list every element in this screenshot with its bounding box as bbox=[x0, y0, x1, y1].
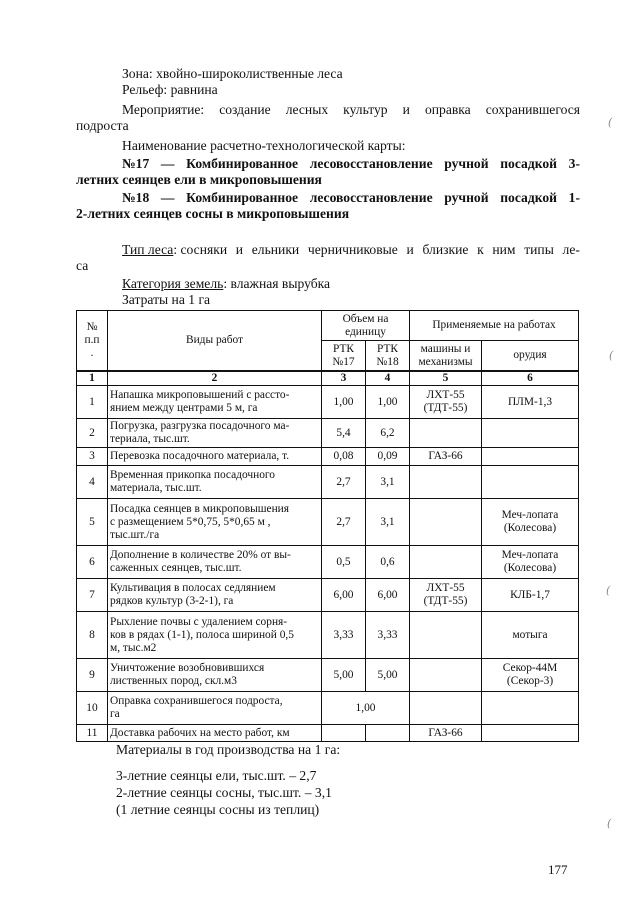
table-header-row bbox=[77, 311, 579, 341]
materials-pine: 2-летние сеянцы сосны, тыс.шт. – 3,1 bbox=[116, 785, 332, 800]
header-num-line: № bbox=[86, 321, 98, 333]
tools-cell bbox=[482, 499, 579, 546]
card17-word: — bbox=[160, 156, 175, 171]
card18-word: №18 bbox=[122, 190, 150, 205]
card18-word: лесовосстановление bbox=[309, 190, 433, 205]
measure-word: сохранившегося bbox=[485, 102, 580, 117]
work-description-line: Посадка сеянцев в микроповышения bbox=[110, 502, 290, 515]
table-row bbox=[77, 659, 579, 692]
land-category-line bbox=[122, 276, 640, 292]
margin-mark: ( bbox=[609, 349, 614, 362]
forest-type-word: типы bbox=[524, 242, 554, 257]
work-description-line: Дополнение в количестве 20% от вы- bbox=[110, 549, 291, 561]
tool-name: КЛБ-1,7 bbox=[510, 588, 550, 601]
work-description-cell bbox=[108, 659, 322, 692]
table-row bbox=[77, 725, 579, 742]
work-description-line: саженных сеянцев, тыс.шт. bbox=[110, 562, 242, 574]
tool-name: ПЛМ-1,3 bbox=[507, 395, 553, 408]
table-row bbox=[77, 386, 579, 419]
card17-title bbox=[122, 156, 580, 172]
volume-rtk17-cell: 0,08 bbox=[322, 448, 366, 466]
volume-rtk18-cell: 1,00 bbox=[366, 386, 410, 419]
header-cell-volume bbox=[322, 311, 410, 341]
work-description-cell bbox=[108, 419, 322, 448]
relief-line: Рельеф: равнина bbox=[122, 82, 218, 97]
machines-cell bbox=[410, 466, 482, 499]
work-description-cell bbox=[108, 725, 322, 742]
card-name-label: Наименование расчетно-технологической карты: bbox=[122, 138, 406, 153]
tool-name: Секор-44М bbox=[502, 662, 558, 674]
volume-rtk18-cell: 3,1 bbox=[366, 499, 410, 546]
work-description-line: га bbox=[110, 708, 120, 720]
header-machines-line: механизмы bbox=[418, 355, 473, 368]
measure-word: культур bbox=[343, 102, 388, 117]
forest-type-label: Тип леса bbox=[122, 242, 174, 257]
header-rtk17-line: РТК bbox=[332, 342, 355, 355]
table-row bbox=[77, 419, 579, 448]
work-description-cell bbox=[108, 466, 322, 499]
tool-name: (Секор-3) bbox=[506, 675, 554, 687]
header-num-line: . bbox=[90, 347, 94, 359]
card18-word: — bbox=[160, 190, 175, 205]
machines-cell bbox=[410, 419, 482, 448]
tools-cell bbox=[482, 546, 579, 579]
card17-word: №17 bbox=[122, 156, 150, 171]
card17-continuation: летних сеянцев ели в микроповышения bbox=[76, 172, 322, 187]
volume-rtk18-cell: 0,6 bbox=[366, 546, 410, 579]
work-description-line: рядков культур (3-2-1), га bbox=[110, 595, 234, 607]
machines-cell bbox=[410, 579, 482, 612]
volume-rtk18-cell: 3,1 bbox=[366, 466, 410, 499]
zone-line: Зона: хвойно-широколиственные леса bbox=[122, 66, 343, 81]
volume-rtk18-cell: 0,09 bbox=[366, 448, 410, 466]
volume-merged-cell: 1,00 bbox=[322, 692, 410, 725]
work-description-cell bbox=[108, 499, 322, 546]
column-number: 5 bbox=[410, 371, 482, 386]
table-row bbox=[77, 579, 579, 612]
tools-cell bbox=[482, 448, 579, 466]
header-num-line: п.п bbox=[84, 334, 100, 346]
work-description-cell bbox=[108, 546, 322, 579]
tools-cell bbox=[482, 386, 579, 419]
work-description-line: Временная прикопка посадочного bbox=[110, 469, 275, 481]
work-description-line: териала, тыс.шт. bbox=[110, 433, 190, 445]
work-description-line: Культивация в полосах седлянием bbox=[110, 582, 276, 594]
tool-name: мотыга bbox=[512, 628, 548, 641]
tool-name: (Колесова) bbox=[503, 522, 557, 534]
volume-rtk17-cell: 1,00 bbox=[322, 386, 366, 419]
table-row bbox=[77, 448, 579, 466]
volume-rtk18-cell: 3,33 bbox=[366, 612, 410, 659]
machines-cell bbox=[410, 692, 482, 725]
card18-word: 1- bbox=[568, 190, 580, 205]
measure-word: и bbox=[402, 102, 410, 117]
tool-name: Меч-лопата bbox=[501, 549, 559, 561]
machine-name: ЛХТ-55 bbox=[426, 582, 465, 594]
measure-continuation: подроста bbox=[76, 118, 129, 133]
machines-cell bbox=[410, 448, 482, 466]
page-number: 177 bbox=[548, 862, 568, 877]
card18-continuation: 2-летних сеянцев сосны в микроповышения bbox=[76, 206, 350, 221]
machines-cell bbox=[410, 386, 482, 419]
header-cell-num bbox=[77, 311, 108, 372]
header-volume-line: Объем на bbox=[342, 312, 389, 325]
column-number-row bbox=[77, 371, 579, 386]
measure-word: оправка bbox=[424, 102, 471, 117]
forest-type-word: близкие bbox=[422, 242, 469, 257]
volume-rtk17-cell bbox=[322, 725, 366, 742]
tool-name: (Колесова) bbox=[503, 562, 557, 574]
measure-word: создание bbox=[219, 102, 271, 117]
measure-word: лесных bbox=[285, 102, 329, 117]
header-volume-line: единицу bbox=[345, 325, 386, 338]
row-number-cell: 11 bbox=[77, 725, 108, 742]
card18-word: Комбинированное bbox=[186, 190, 299, 205]
cost-line: Затраты на 1 га bbox=[122, 292, 211, 307]
header-cell-rtk18 bbox=[366, 341, 410, 372]
forest-type-head bbox=[122, 242, 227, 258]
card18-title bbox=[122, 190, 580, 206]
forest-type-word: ле- bbox=[562, 242, 580, 257]
volume-rtk17-cell: 3,33 bbox=[322, 612, 366, 659]
work-description-line: материала, тыс.шт. bbox=[110, 482, 202, 494]
machine-name: ЛХТ-55 bbox=[426, 389, 465, 401]
row-number-cell: 6 bbox=[77, 546, 108, 579]
work-description-line: Доставка рабочих на место работ, км bbox=[110, 726, 290, 739]
card17-word: ручной bbox=[444, 156, 489, 171]
work-description-line: с размещением 5*0,75, 5*0,65 м , bbox=[110, 515, 271, 528]
work-description-line: ков в рядах (1-1), полоса шириной 0,5 bbox=[110, 628, 294, 641]
work-description-line: Погрузка, разгрузка посадочного ма- bbox=[110, 420, 290, 432]
card18-word: посадкой bbox=[500, 190, 557, 205]
work-description-line: лиственных пород, скл.м3 bbox=[110, 675, 237, 687]
work-description-cell bbox=[108, 612, 322, 659]
margin-mark: ( bbox=[608, 116, 613, 129]
work-description-cell bbox=[108, 579, 322, 612]
header-cell-tools: орудия bbox=[482, 341, 579, 372]
work-description-line: Оправка сохранившегося подроста, bbox=[110, 695, 283, 707]
row-number-cell: 4 bbox=[77, 466, 108, 499]
card17-word: 3- bbox=[568, 156, 580, 171]
row-number-cell: 2 bbox=[77, 419, 108, 448]
machines-cell bbox=[410, 725, 482, 742]
tools-cell bbox=[482, 725, 579, 742]
machine-name: (ТДТ-55) bbox=[423, 595, 468, 607]
tools-cell bbox=[482, 466, 579, 499]
row-number-cell: 5 bbox=[77, 499, 108, 546]
machine-name: (ТДТ-55) bbox=[423, 402, 468, 414]
margin-mark: ( bbox=[606, 584, 611, 597]
measure-word: Мероприятие: bbox=[122, 102, 205, 117]
volume-rtk17-cell: 5,4 bbox=[322, 419, 366, 448]
machines-cell bbox=[410, 499, 482, 546]
margin-mark: ( bbox=[607, 817, 612, 830]
volume-rtk18-cell: 6,00 bbox=[366, 579, 410, 612]
volume-rtk18-cell: 6,2 bbox=[366, 419, 410, 448]
header-cell-works: Виды работ bbox=[108, 311, 322, 372]
forest-type-line bbox=[122, 242, 580, 258]
table-row bbox=[77, 499, 579, 546]
column-number: 6 bbox=[482, 371, 579, 386]
work-description-line: янием между центрами 5 м, га bbox=[110, 402, 258, 414]
forest-type-word: и bbox=[235, 242, 244, 257]
tools-cell bbox=[482, 659, 579, 692]
machines-cell bbox=[410, 546, 482, 579]
header-cell-machines bbox=[410, 341, 482, 372]
row-number-cell: 7 bbox=[77, 579, 108, 612]
forest-type-word: ельники bbox=[251, 242, 300, 257]
row-number-cell: 9 bbox=[77, 659, 108, 692]
row-number-cell: 1 bbox=[77, 386, 108, 419]
header-cell-rtk17 bbox=[322, 341, 366, 372]
table-body bbox=[77, 386, 579, 742]
work-description-line: Рыхление почвы с удалением сорня- bbox=[110, 615, 288, 628]
work-description-cell bbox=[108, 692, 322, 725]
work-description-line: Уничтожение возобновившихся bbox=[110, 662, 265, 674]
tools-cell bbox=[482, 692, 579, 725]
row-number-cell: 8 bbox=[77, 612, 108, 659]
works-table bbox=[76, 310, 579, 742]
volume-rtk17-cell: 2,7 bbox=[322, 499, 366, 546]
tools-cell bbox=[482, 419, 579, 448]
volume-rtk18-cell: 5,00 bbox=[366, 659, 410, 692]
table-row bbox=[77, 692, 579, 725]
land-category-label: Категория земель bbox=[122, 276, 224, 291]
row-number-cell: 3 bbox=[77, 448, 108, 466]
forest-type-word: к bbox=[477, 242, 484, 257]
table-row bbox=[77, 466, 579, 499]
volume-rtk17-cell: 0,5 bbox=[322, 546, 366, 579]
forest-type-word: и bbox=[406, 242, 414, 257]
volume-rtk17-cell: 5,00 bbox=[322, 659, 366, 692]
work-description-cell bbox=[108, 448, 322, 466]
table-row bbox=[77, 546, 579, 579]
work-description-line: тыс.шт./га bbox=[110, 528, 160, 541]
row-number-cell: 10 bbox=[77, 692, 108, 725]
measure-line bbox=[122, 102, 580, 118]
tools-cell bbox=[482, 612, 579, 659]
forest-type-word: : сосняки bbox=[173, 242, 228, 257]
card17-word: посадкой bbox=[500, 156, 557, 171]
machine-name: ГАЗ-66 bbox=[428, 726, 463, 739]
land-category-value: : влажная вырубка bbox=[223, 276, 331, 291]
volume-rtk17-cell: 2,7 bbox=[322, 466, 366, 499]
tool-name: Меч-лопата bbox=[501, 509, 559, 521]
card17-word: Комбинированное bbox=[186, 156, 299, 171]
header-rtk18-line: №18 bbox=[376, 355, 399, 368]
header-rtk18-line: РТК bbox=[376, 342, 399, 355]
card18-word: ручной bbox=[444, 190, 489, 205]
work-description-line: Напашка микроповышений с рассто- bbox=[110, 389, 290, 401]
machines-cell bbox=[410, 659, 482, 692]
volume-rtk18-cell bbox=[366, 725, 410, 742]
table-row bbox=[77, 612, 579, 659]
header-rtk17-line: №17 bbox=[332, 355, 355, 368]
work-description-line: м, тыс.м2 bbox=[110, 641, 157, 654]
column-number: 3 bbox=[322, 371, 366, 386]
header-machines-line: машины и bbox=[420, 342, 471, 355]
machines-cell bbox=[410, 612, 482, 659]
card17-word: лесовосстановление bbox=[309, 156, 433, 171]
materials-title: Материалы в год производства на 1 га: bbox=[116, 742, 341, 757]
header-cell-applied: Применяемые на работах bbox=[410, 311, 579, 341]
forest-type-continuation: са bbox=[76, 258, 89, 273]
materials-spruce: 3-летние сеянцы ели, тыс.шт. – 2,7 bbox=[116, 768, 317, 783]
work-description-cell bbox=[108, 386, 322, 419]
volume-rtk17-cell: 6,00 bbox=[322, 579, 366, 612]
column-number: 4 bbox=[366, 371, 410, 386]
materials-note: (1 летние сеянцы сосны из теплиц) bbox=[116, 802, 320, 817]
tools-cell bbox=[482, 579, 579, 612]
forest-type-word: черничниковые bbox=[307, 242, 398, 257]
column-number: 2 bbox=[108, 371, 322, 386]
column-number: 1 bbox=[77, 371, 108, 386]
machine-name: ГАЗ-66 bbox=[428, 450, 463, 462]
work-description-line: Перевозка посадочного материала, т. bbox=[110, 450, 290, 462]
forest-type-word: ним bbox=[492, 242, 516, 257]
